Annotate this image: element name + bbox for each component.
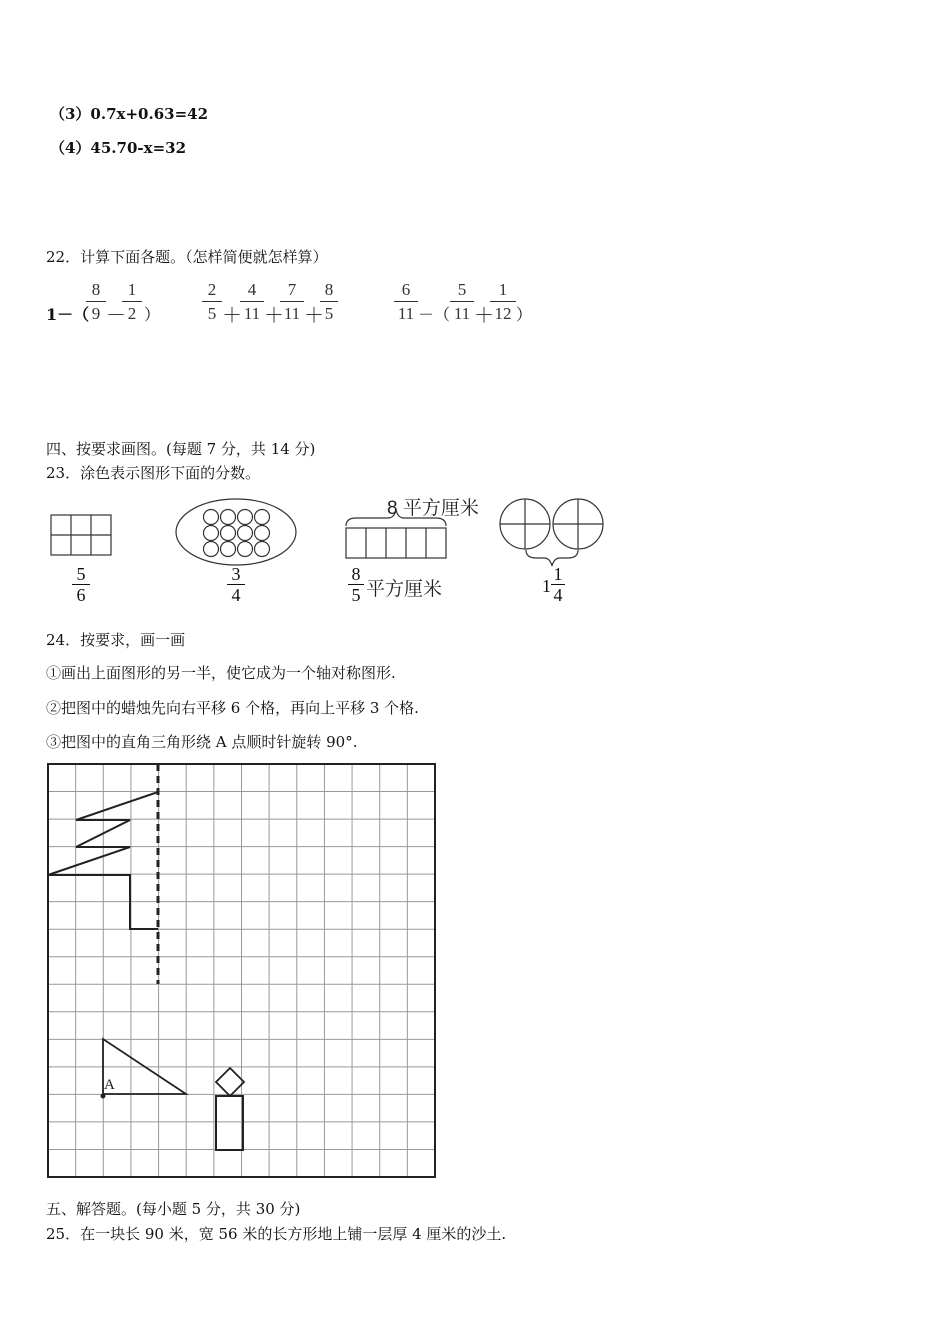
expr3-minus-paren: －（: [418, 305, 451, 324]
expr2-fraction-2: 4 11: [240, 281, 264, 322]
instruction-2: ②把图中的蜡烛先向右平移 6 个格，再向上平移 3 个格.: [46, 699, 419, 717]
point-a-dot: [101, 1094, 106, 1099]
fraction-3-4: 3 4: [227, 565, 245, 604]
mixed-whole: 1: [542, 576, 551, 596]
equation-3: （3）0.7x+0.63=42: [50, 105, 209, 123]
expr1-close: ）: [144, 305, 161, 324]
candle-flame: [216, 1068, 244, 1096]
expr1-fraction-1: 8 9: [86, 281, 106, 322]
expr2-plus-3: ＋: [304, 305, 324, 327]
expr2-fraction-3: 7 11: [280, 281, 304, 322]
expr3-plus: ＋: [474, 305, 494, 327]
section-5-title: 五、解答题。(每小题 5 分，共 30 分): [46, 1200, 301, 1218]
fraction-5-6: 5 6: [72, 565, 90, 604]
question-22-title: 22．计算下面各题。（怎样简便就怎样算）: [46, 248, 328, 266]
expr1-fraction-2: 1 2: [122, 281, 142, 322]
mixed-fraction-1-4: 1 4: [551, 565, 565, 604]
instruction-3: ③把图中的直角三角形绕 A 点顺时针旋转 90°.: [46, 733, 358, 751]
instruction-1: ①画出上面图形的另一半，使它成为一个轴对称图形.: [46, 664, 396, 682]
expr2-fraction-4: 8 5: [320, 281, 338, 322]
expr2-fraction-1: 2 5: [202, 281, 222, 322]
area-8-label: 8 平方厘米: [387, 498, 479, 519]
fraction-8-5: 8 5: [348, 565, 364, 604]
question-23-title: 23．涂色表示图形下面的分数。: [46, 464, 261, 482]
grid-lines: [48, 764, 435, 1177]
expr3-fraction-1: 6 11: [394, 281, 418, 322]
expr3-fraction-2: 5 11: [450, 281, 474, 322]
area-unit-label: 平方厘米: [366, 579, 443, 600]
expr1-minus: －: [106, 305, 126, 327]
expr3-close: ）: [516, 305, 533, 324]
section-4-title: 四、按要求画图。(每题 7 分，共 14 分): [46, 440, 316, 458]
expr2-plus-2: ＋: [264, 305, 284, 327]
expr3-fraction-3: 1 12: [490, 281, 516, 322]
point-a-label: A: [104, 1077, 115, 1093]
expr1-lead: 1－（: [46, 305, 90, 324]
candle-body: [216, 1096, 243, 1150]
question-25: 25．在一块长 90 米，宽 56 米的长方形地上铺一层厚 4 厘米的沙土.: [46, 1225, 507, 1243]
question-24-title: 24．按要求，画一画: [46, 631, 186, 649]
equation-4: （4）45.70-x=32: [50, 139, 187, 157]
expr2-plus-1: ＋: [222, 305, 242, 327]
